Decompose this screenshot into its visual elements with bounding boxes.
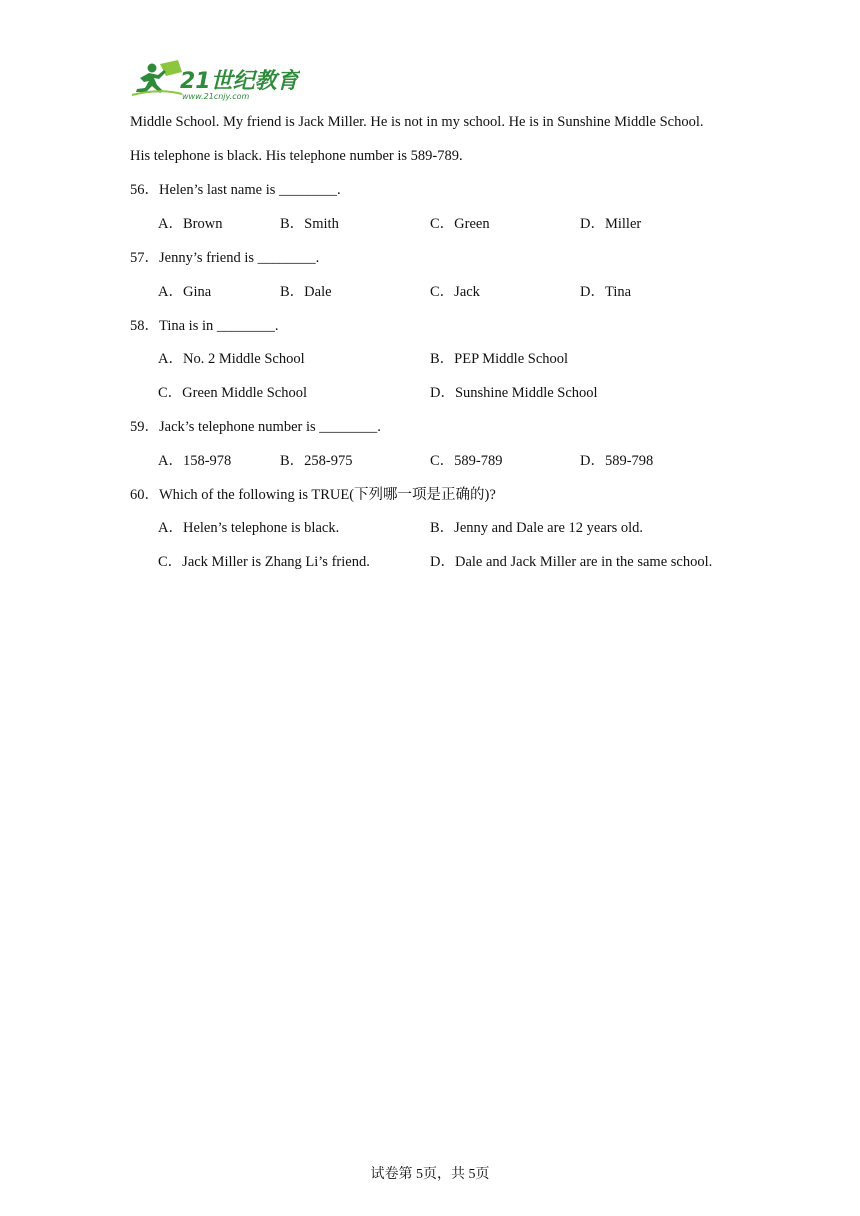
question-56-stem: 56．Helen’s last name is ________. <box>130 182 341 198</box>
question-56-option-c: C．Green <box>430 216 490 232</box>
question-60-option-d: D．Dale and Jack Miller are in the same school. <box>430 554 713 570</box>
site-logo <box>130 58 300 102</box>
question-59-option-c: C．589-789 <box>430 453 503 469</box>
question-57-option-d: D．Tina <box>580 284 632 300</box>
question-60-option-c: C．Jack Miller is Zhang Li’s friend. <box>158 554 370 570</box>
question-58-stem: 58．Tina is in ________. <box>130 318 279 334</box>
question-58-option-d: D．Sunshine Middle School <box>430 385 598 401</box>
logo-text: 21世纪教育 <box>180 69 299 94</box>
question-60-stem: 60．Which of the following is TRUE(下列哪一项是正确的)? <box>130 487 496 503</box>
question-59-option-a: A．158-978 <box>158 453 232 469</box>
question-58-option-a: A．No. 2 Middle School <box>158 351 305 367</box>
question-60-option-a: A．Helen’s telephone is black. <box>158 520 340 536</box>
question-59-option-d: D．589-798 <box>580 453 654 469</box>
question-57-option-a: A．Gina <box>158 284 212 300</box>
page-footer: 试卷第 5页，共 5页 <box>370 1167 490 1182</box>
question-60-option-b: B．Jenny and Dale are 12 years old. <box>430 520 644 536</box>
question-57-option-b: B．Dale <box>280 284 332 300</box>
question-59-option-b: B．258-975 <box>280 453 353 469</box>
question-57-stem: 57．Jenny’s friend is ________. <box>130 250 320 266</box>
question-56-option-a: A．Brown <box>158 216 223 232</box>
question-57-option-c: C．Jack <box>430 284 480 300</box>
question-56-option-b: B．Smith <box>280 216 339 232</box>
passage-line-1: Middle School. My friend is Jack Miller. He is not in my school. He is in Sunshine Middle School. <box>130 114 704 130</box>
question-58-option-c: C．Green Middle School <box>158 385 308 401</box>
passage-line-2: His telephone is black. His telephone number is 589-789. <box>130 148 463 164</box>
question-58-option-b: B．PEP Middle School <box>430 351 569 367</box>
runner-logo-icon <box>130 58 300 102</box>
question-56-option-d: D．Miller <box>580 216 642 232</box>
question-59-stem: 59．Jack’s telephone number is ________. <box>130 419 381 435</box>
logo-url: www.21cnjy.com <box>182 92 250 101</box>
